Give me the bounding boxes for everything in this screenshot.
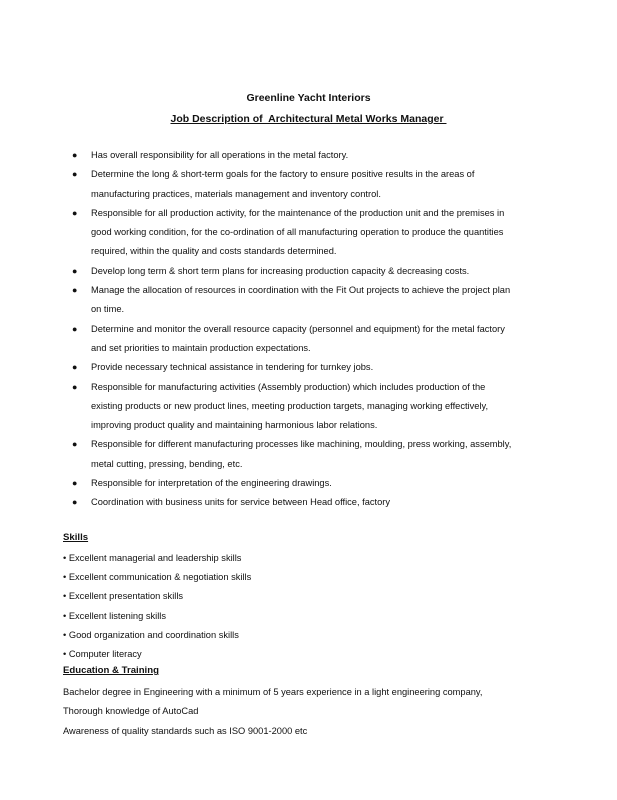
duty-item	[72, 493, 552, 512]
document-title-text: Job Description of Architectural Metal Works Manager	[170, 113, 447, 125]
duty-line: metal cutting, pressing, bending, etc.	[91, 458, 243, 469]
duty-line: improving product quality and maintaining harmonious labor relations.	[91, 420, 378, 431]
company-name: Greenline Yacht Interiors	[246, 92, 371, 104]
bullet-icon: ●	[72, 381, 78, 392]
duty-item	[72, 281, 552, 320]
duty-line: Determine and monitor the overall resource capacity (personnel and equipment) for the metal factory	[91, 323, 505, 334]
duty-line: Coordination with business units for service between Head office, factory	[91, 497, 391, 508]
education-line: Thorough knowledge of AutoCad	[63, 706, 199, 717]
duty-line: and set priorities to maintain production expectations.	[91, 342, 311, 353]
education-heading: Education & Training	[63, 665, 159, 676]
duty-line: Provide necessary technical assistance in tendering for turnkey jobs.	[91, 362, 374, 373]
duty-line: Manage the allocation of resources in coordination with the Fit Out projects to achieve the project plan	[91, 285, 511, 296]
duty-item	[72, 165, 552, 204]
duty-line: required, within the quality and costs standards determined.	[91, 246, 337, 257]
duty-item	[72, 474, 552, 493]
duty-line: Responsible for interpretation of the engineering drawings.	[91, 478, 332, 489]
skill-item: • Excellent managerial and leadership skills	[63, 553, 242, 563]
duty-item	[72, 146, 552, 165]
skill-item: • Computer literacy	[63, 649, 142, 660]
duty-item	[72, 378, 552, 436]
duty-line: Responsible for different manufacturing processes like machining, moulding, press working, assembly,	[91, 439, 512, 450]
duty-line: Has overall responsibility for all operations in the metal factory.	[91, 150, 349, 160]
education-line: Awareness of quality standards such as ISO 9001-2000 etc	[63, 725, 308, 736]
duty-line: on time.	[91, 304, 125, 315]
bullet-icon: ●	[72, 439, 78, 450]
education-line: Bachelor degree in Engineering with a minimum of 5 years experience in a light engineering company,	[63, 687, 483, 697]
duty-line: existing products or new product lines, meeting production targets, managing working effectively,	[91, 400, 489, 411]
bullet-icon: ●	[72, 362, 78, 373]
document-title	[0, 113, 617, 125]
duty-line: good working condition, for the co-ordination of all manufacturing operation to produce the quantities	[91, 227, 504, 238]
bullet-icon: ●	[72, 497, 78, 508]
bullet-icon: ●	[72, 150, 78, 160]
education-text	[63, 683, 482, 741]
bullet-icon: ●	[72, 478, 78, 489]
bullet-icon: ●	[72, 207, 78, 218]
duty-item	[72, 320, 552, 359]
duty-line: Determine the long & short-term goals for the factory to ensure positive results in the areas of	[91, 169, 475, 180]
duty-line: manufacturing practices, materials management and inventory control.	[91, 188, 381, 199]
duty-item	[72, 358, 552, 377]
duty-item	[72, 262, 552, 281]
skill-item: • Excellent listening skills	[63, 610, 166, 621]
duty-line: Responsible for all production activity, for the maintenance of the production unit and the premises in	[91, 207, 505, 218]
bullet-icon: ●	[72, 323, 78, 334]
duty-line: Responsible for manufacturing activities (Assembly production) which includes production of the	[91, 381, 486, 392]
skills-list	[63, 549, 251, 664]
bullet-icon: ●	[72, 285, 78, 296]
duties-list	[72, 146, 552, 513]
bullet-icon: ●	[72, 169, 78, 180]
skill-item: • Excellent communication & negotiation skills	[63, 572, 252, 583]
skill-item: • Good organization and coordination skills	[63, 629, 239, 640]
duty-line: Develop long term & short term plans for increasing production capacity & decreasing costs.	[91, 265, 470, 276]
skills-heading: Skills	[63, 532, 89, 543]
bullet-icon: ●	[72, 265, 78, 276]
skill-item: • Excellent presentation skills	[63, 591, 184, 602]
duty-item	[72, 435, 552, 474]
duty-item	[72, 204, 552, 262]
